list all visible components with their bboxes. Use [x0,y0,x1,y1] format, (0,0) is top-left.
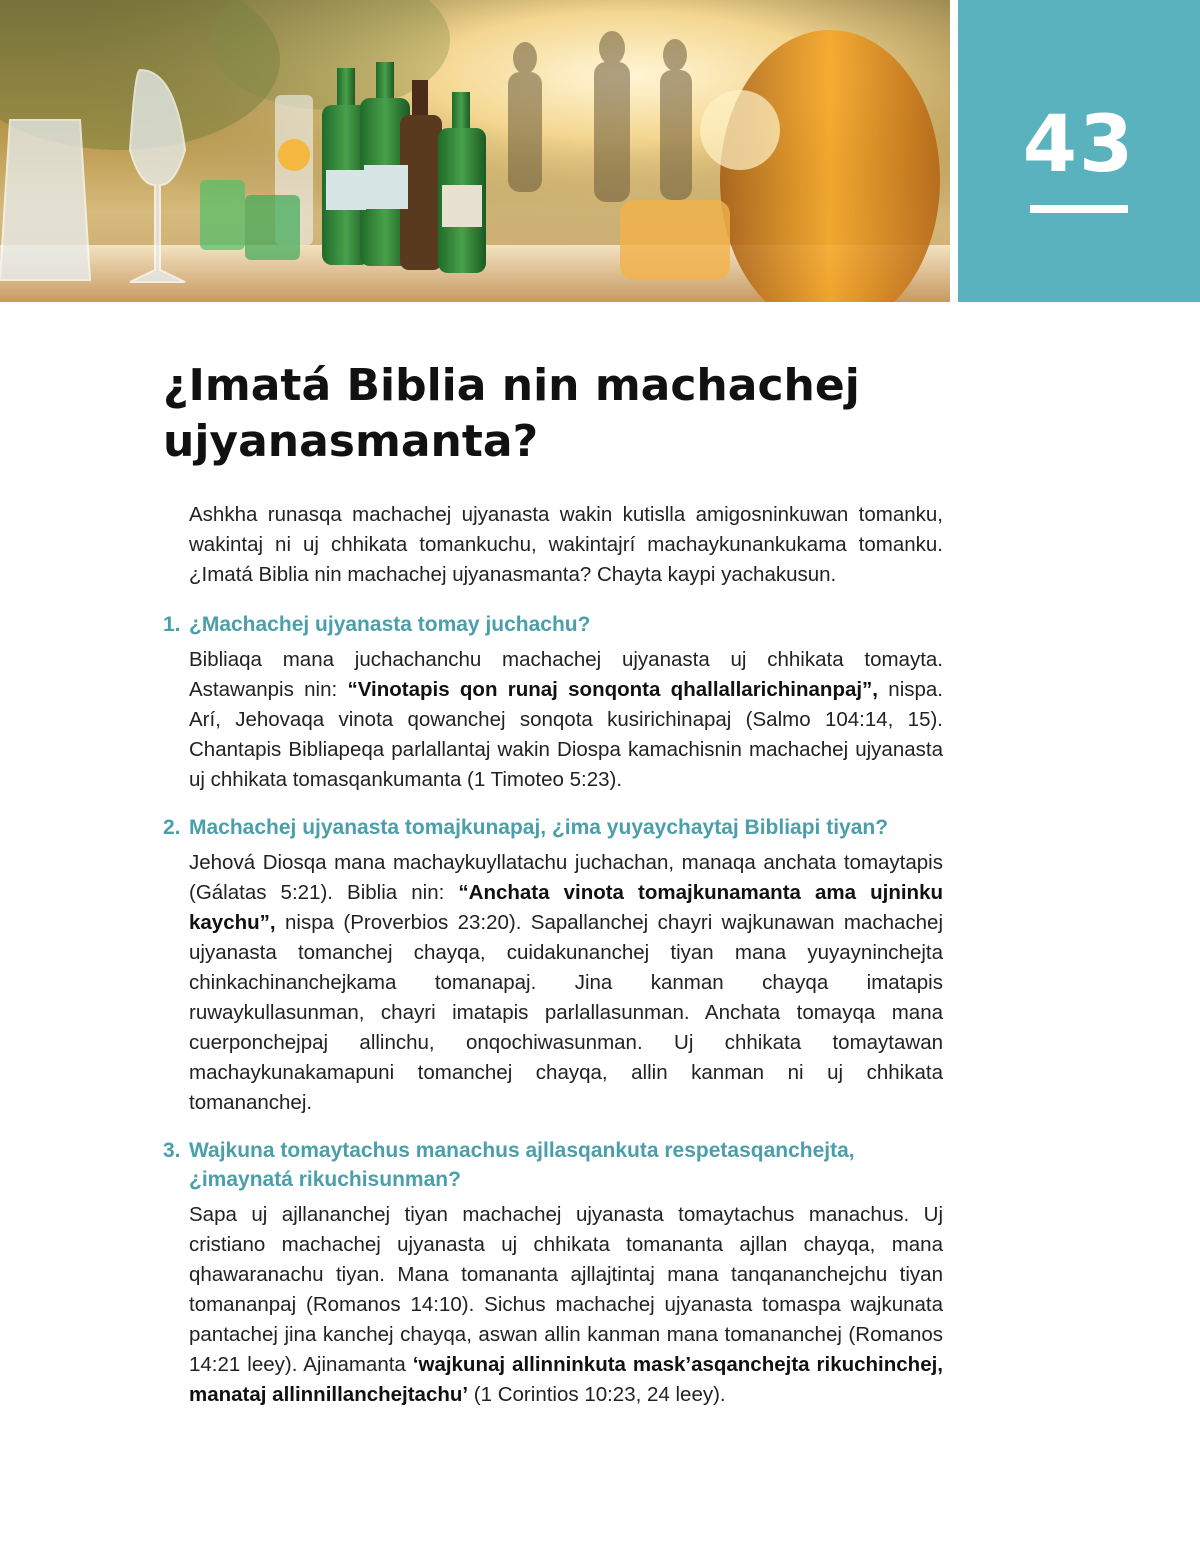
answer-2 [189,848,943,1118]
answer-2-part-1: Jehová Diosqa mana machaykuyllatachu juchachan, manaqa anchata tomaytapis (Gálatas 5:21). Biblia nin: [189,851,943,904]
answer-1-part-2: nispa. Arí, Jehovaqa vinota qowanchej sonqota kusirichinapaj (Salmo 104:14, 15). Chantapis Bibliapeqa parlallantaj wakin Diospa kamachisnin machachej ujyanasta uj chhikata tomasqankumanta (1 Timoteo 5:23). [189,678,944,791]
number-underline [1030,205,1128,213]
answer-1-quote: “Vinotapis qon runaj sonqonta qhallallarichinanpaj”, [347,678,879,701]
page-title [163,358,983,470]
header-photo [0,0,950,302]
lesson-number-panel [958,0,1200,302]
intro-paragraph: Ashkha runasqa machachej ujyanasta wakin kutislla amigosninkuwan tomanku, wakintaj ni uj chhikata tomankuchu, wakintajrí machaykunankukama tomanku. ¿Imatá Biblia nin machachej ujyanasmanta? Chayta kaypi yachakusun. [189,503,943,586]
question-2-number: 2. [163,816,181,839]
question-3-number: 3. [163,1139,181,1162]
title-line-1: ¿Imatá Biblia nin machachej [163,360,860,411]
title-line-2: ujyanasmanta? [163,416,539,467]
answer-3 [189,1200,943,1410]
lesson-number: 43 [1022,100,1136,190]
question-3 [163,1136,943,1194]
question-1 [163,610,943,639]
answer-2-quote: “Anchata vinota tomajkunamanta ama ujninku kaychu”, [189,881,943,934]
question-2 [163,813,943,842]
answer-3-part-1: Sapa uj ajllananchej tiyan machachej ujyanasta tomaytachus manachus. Uj cristiano machachej ujyanasta uj chhikata tomananta ajllan chayqa, mana qhawaranachu tiyan. Mana tomananta ajllajtintaj mana tanqananchejchu tiyan tomananpaj (Romanos 14:10). Sichus machachej ujyanasta tomaspa wajkunata pantachej jina kanchej chayqa, aswan allin kanman mana tomananchej (Romanos 14:21 leey). Ajinamanta [189,1203,943,1376]
question-1-text: ¿Machachej ujyanasta tomay juchachu? [189,613,591,636]
answer-1-part-1: Bibliaqa mana juchachanchu machachej ujyanasta uj chhikata tomayta. Astawanpis nin: [189,648,943,701]
answer-3-quote: ‘wajkunaj allinninkuta mask’asqanchejta rikuchinchej, manataj allinnillanchejtachu’ [189,1353,943,1406]
lesson-content [163,500,943,1428]
answer-1 [189,645,943,795]
question-1-number: 1. [163,613,181,636]
answer-2-part-2: nispa (Proverbios 23:20). Sapallanchej chayri wajkunawan machachej ujyanasta tomanchej chayqa, cuidakunanchej tiyan mana yuyayninchejta chinkachinanchejkama tomanapaj. Jina kanman chayqa imatapis ruwaykullasunman, chayri imatapis parlallasunman. Anchata tomayqa mana cuerponchejpaj allinchu, onqochiwasunman. Uj chhikata tomaytawan machaykunakamapuni tomanchej chayqa, allin kanman ni uj chhikata tomananchej. [189,911,943,1114]
question-3-text: Wajkuna tomaytachus manachus ajllasqankuta respetasqanchejta, ¿imaynatá rikuchisunman? [189,1139,855,1191]
question-2-text: Machachej ujyanasta tomajkunapaj, ¿ima yuyaychaytaj Bibliapi tiyan? [189,816,889,839]
answer-3-part-2: (1 Corintios 10:23, 24 leey). [468,1383,726,1406]
party-drinks-photo-icon [0,0,950,302]
